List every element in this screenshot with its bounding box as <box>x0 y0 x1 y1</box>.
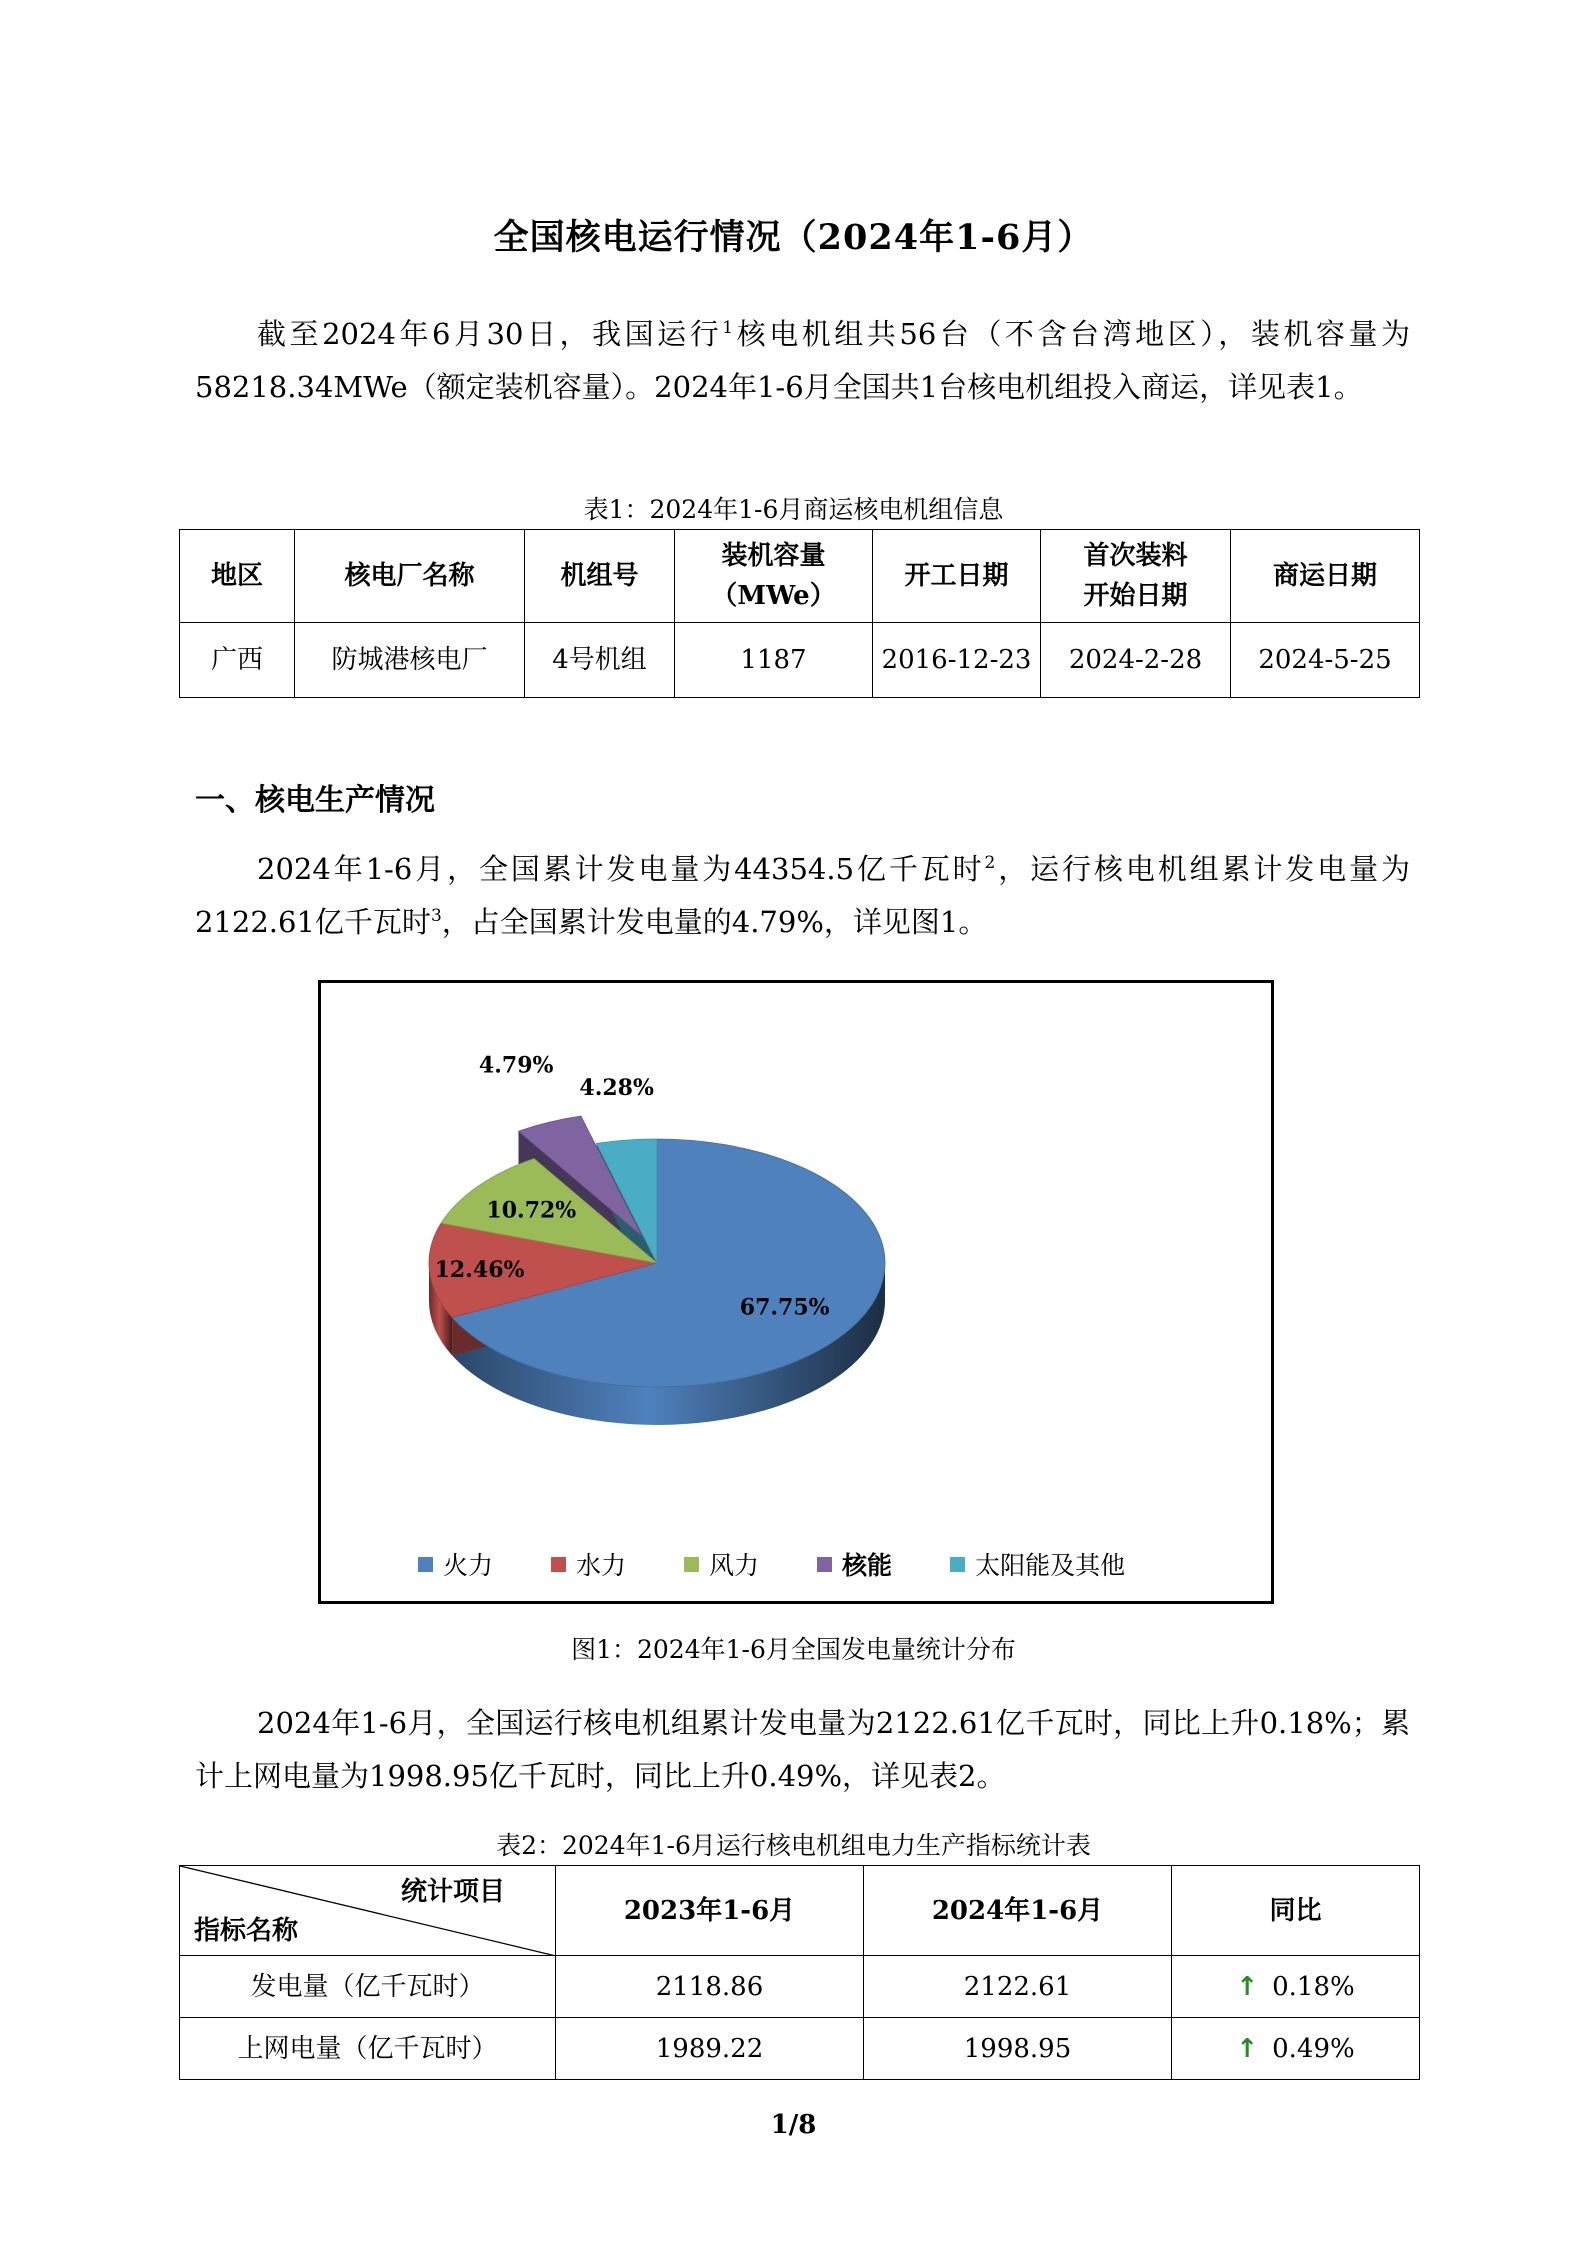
pie-label-火力: 67.75% <box>739 1294 830 1321</box>
pie-label-太阳能及其他: 4.28% <box>579 1074 654 1101</box>
pie-label-风力: 10.72% <box>486 1197 577 1224</box>
legend-item <box>684 1546 759 1582</box>
chart-legend <box>418 1546 1125 1582</box>
table-row <box>180 623 1420 698</box>
legend-label: 风力 <box>709 1551 760 1580</box>
cell-first-fuel: 2024-2-28 <box>1041 623 1231 698</box>
legend-label: 火力 <box>443 1551 494 1580</box>
footnote-ref-3: 3 <box>430 906 442 926</box>
header-2023: 2023年1-6月 <box>556 1866 864 1956</box>
section1-text-b: ，运行核电机组累计发电量为2122.61亿千瓦时 <box>195 852 1410 939</box>
cell-yoy <box>1172 1956 1420 2018</box>
header-2024: 2024年1-6月 <box>864 1866 1172 1956</box>
header-unit-no: 机组号 <box>525 530 675 623</box>
cell-start-date: 2016-12-23 <box>873 623 1041 698</box>
legend-swatch <box>551 1557 566 1572</box>
up-arrow-icon: ↑ <box>1236 1971 1259 2002</box>
corner-top-label: 统计项目 <box>400 1877 505 1907</box>
cell-yoy <box>1172 2018 1420 2080</box>
up-arrow-icon: ↑ <box>1236 2033 1259 2064</box>
corner-bottom-label: 指标名称 <box>194 1916 299 1946</box>
section1-text-a: 2024年1-6月，全国累计发电量为44354.5亿千瓦时 <box>257 852 985 886</box>
intro-text-2: 核电机组共56台（不含台湾地区），装机容量为58218.34MWe（额定装机容量）。2024年1-6月全国共1台核电机组投入商运，详见表1。 <box>195 317 1411 404</box>
pie-chart-frame <box>318 980 1274 1604</box>
section1-paragraph <box>195 843 1410 949</box>
legend-item <box>817 1546 892 1582</box>
legend-label: 太阳能及其他 <box>975 1551 1126 1580</box>
cell-commercial-date: 2024-5-25 <box>1231 623 1420 698</box>
footnote-ref-1: 1 <box>722 318 734 338</box>
pie-label-水力: 12.46% <box>434 1257 525 1284</box>
row-name: 上网电量（亿千瓦时） <box>180 2018 556 2080</box>
header-capacity-line2: （MWe） <box>711 581 836 611</box>
header-capacity-line1: 装机容量 <box>721 541 826 571</box>
table2 <box>179 1865 1420 2080</box>
cell-unit-no: 4号机组 <box>525 623 675 698</box>
pie-chart <box>321 983 1271 1503</box>
page-number: 1/8 <box>770 2110 817 2140</box>
figure1-caption: 图1：2024年1-6月全国发电量统计分布 <box>571 1635 1016 1664</box>
header-first-fuel-line1: 首次装料 <box>1083 541 1188 571</box>
intro-text-1: 截至2024年6月30日，我国运行 <box>257 317 723 351</box>
legend-item <box>950 1546 1125 1582</box>
legend-label: 水力 <box>576 1551 627 1580</box>
header-region: 地区 <box>180 530 295 623</box>
pie-label-核能: 4.79% <box>478 1052 554 1079</box>
table-row <box>180 1956 1420 2018</box>
header-first-fuel <box>1041 530 1231 623</box>
header-yoy: 同比 <box>1172 1866 1420 1956</box>
section1-heading: 一、核电生产情况 <box>195 783 435 818</box>
legend-swatch <box>684 1557 699 1572</box>
legend-item <box>551 1546 626 1582</box>
cell-2023: 1989.22 <box>556 2018 864 2080</box>
cell-capacity: 1187 <box>675 623 873 698</box>
table-row <box>180 2018 1420 2080</box>
cell-2024: 2122.61 <box>864 1956 1172 2018</box>
header-capacity <box>675 530 873 623</box>
table2-caption: 表2：2024年1-6月运行核电机组电力生产指标统计表 <box>496 1831 1091 1860</box>
legend-label: 核能 <box>842 1551 893 1580</box>
row-name: 发电量（亿千瓦时） <box>180 1956 556 2018</box>
yoy-value: 0.18% <box>1272 1971 1355 2002</box>
section1-text-c: ，占全国累计发电量的4.79%，详见图1。 <box>441 905 988 939</box>
legend-item <box>418 1546 493 1582</box>
corner-header <box>180 1866 556 1956</box>
legend-swatch <box>817 1557 832 1572</box>
page-title: 全国核电运行情况（2024年1-6月） <box>493 217 1094 258</box>
header-first-fuel-line2: 开始日期 <box>1083 581 1188 611</box>
legend-swatch <box>950 1557 965 1572</box>
footnote-ref-2: 2 <box>984 853 996 873</box>
cell-2023: 2118.86 <box>556 1956 864 2018</box>
table1 <box>179 529 1420 698</box>
para2: 2024年1-6月，全国运行核电机组累计发电量为2122.61亿千瓦时，同比上升0.18%；累计上网电量为1998.95亿千瓦时，同比上升0.49%，详见表2。 <box>195 1706 1410 1793</box>
header-plant-name: 核电厂名称 <box>295 530 525 623</box>
cell-region: 广西 <box>180 623 295 698</box>
intro-paragraph <box>195 308 1410 414</box>
header-start-date: 开工日期 <box>873 530 1041 623</box>
cell-plant-name: 防城港核电厂 <box>295 623 525 698</box>
header-commercial-date: 商运日期 <box>1231 530 1420 623</box>
cell-2024: 1998.95 <box>864 2018 1172 2080</box>
table1-caption: 表1：2024年1-6月商运核电机组信息 <box>583 495 1004 524</box>
legend-swatch <box>418 1557 433 1572</box>
yoy-value: 0.49% <box>1272 2033 1355 2064</box>
